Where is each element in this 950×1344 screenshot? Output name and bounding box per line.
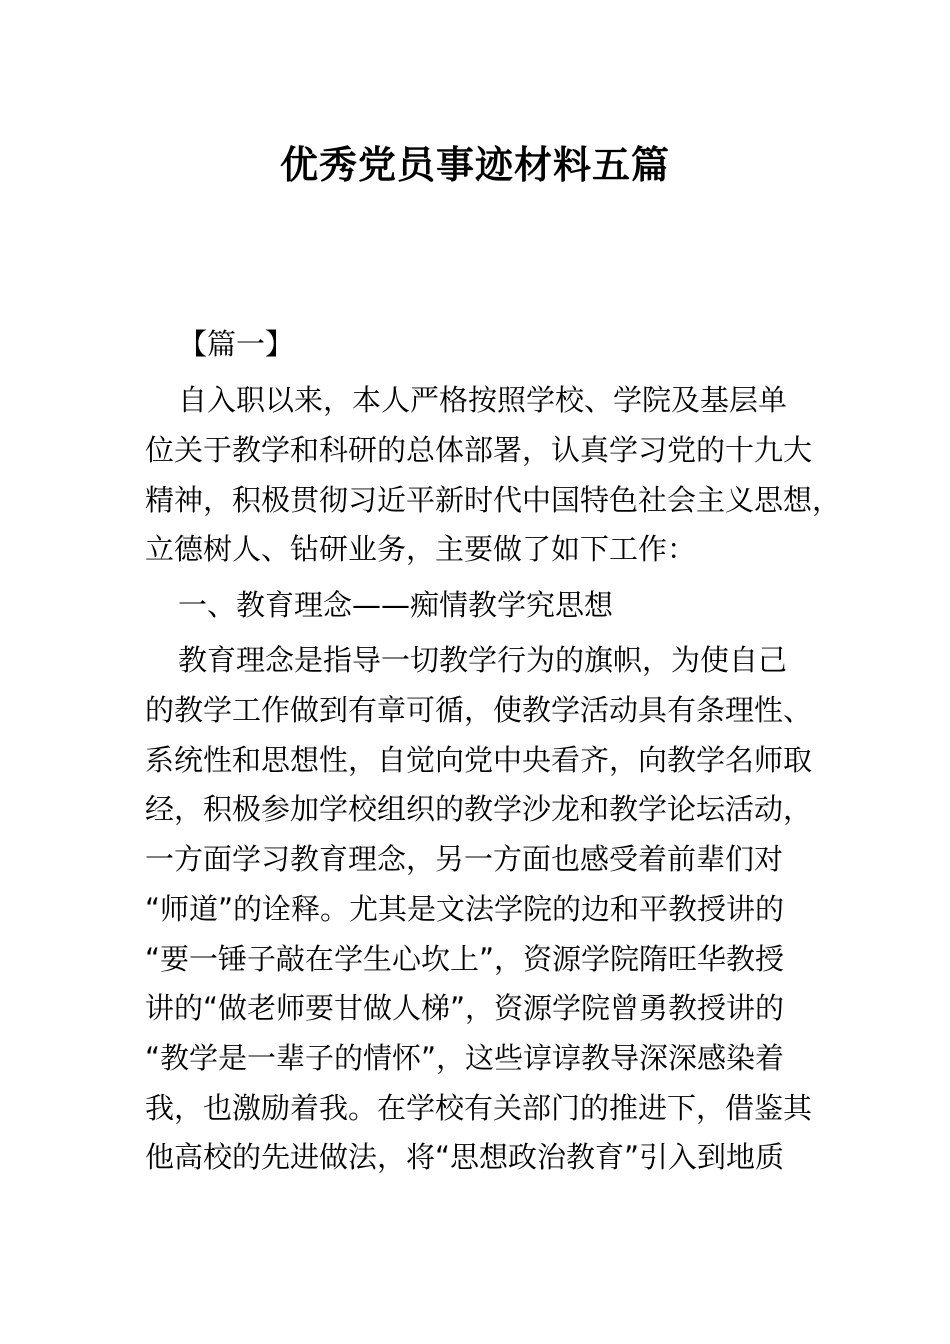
body-line: 的教学工作做到有章可循，使教学活动具有条理性、 xyxy=(145,693,813,727)
body-line: 一方面学习教育理念，另一方面也感受着前辈们对 xyxy=(145,842,784,876)
section-label: 【篇一】 xyxy=(178,327,295,361)
body-line: 系统性和思想性，自觉向党中央看齐，向教学名师取 xyxy=(145,743,813,777)
document-title: 优秀党员事迹材料五篇 xyxy=(279,143,670,187)
section-heading: 一、教育理念——痴情教学究思想 xyxy=(178,588,614,622)
body-line: 位关于教学和科研的总体部署，认真学习党的十九大 xyxy=(145,433,813,467)
body-line: 精神，积极贯彻习近平新时代中国特色社会主义思想， xyxy=(145,483,842,517)
body-line: 经，积极参加学校组织的教学沙龙和教学论坛活动， xyxy=(145,792,813,826)
body-line: “教学是一辈子的情怀”，这些谆谆教导深深感染着 xyxy=(145,1041,785,1075)
body-line: 教育理念是指导一切教学行为的旗帜，为使自己 xyxy=(178,643,788,677)
body-line: 讲的“做老师要甘做人梯”，资源学院曾勇教授讲的 xyxy=(145,991,785,1025)
body-line: 我，也激励着我。在学校有关部门的推进下，借鉴其 xyxy=(145,1091,813,1125)
body-line: “师道”的诠释。尤其是文法学院的边和平教授讲的 xyxy=(145,892,785,926)
body-line: “要一锤子敲在学生心坎上”，资源学院隋旺华教授 xyxy=(145,942,785,976)
body-line: 他高校的先进做法，将“思想政治教育”引入到地质 xyxy=(145,1140,785,1174)
body-line: 自入职以来，本人严格按照学校、学院及基层单 xyxy=(178,383,788,417)
body-line: 立德树人、钻研业务，主要做了如下工作： xyxy=(145,532,697,566)
